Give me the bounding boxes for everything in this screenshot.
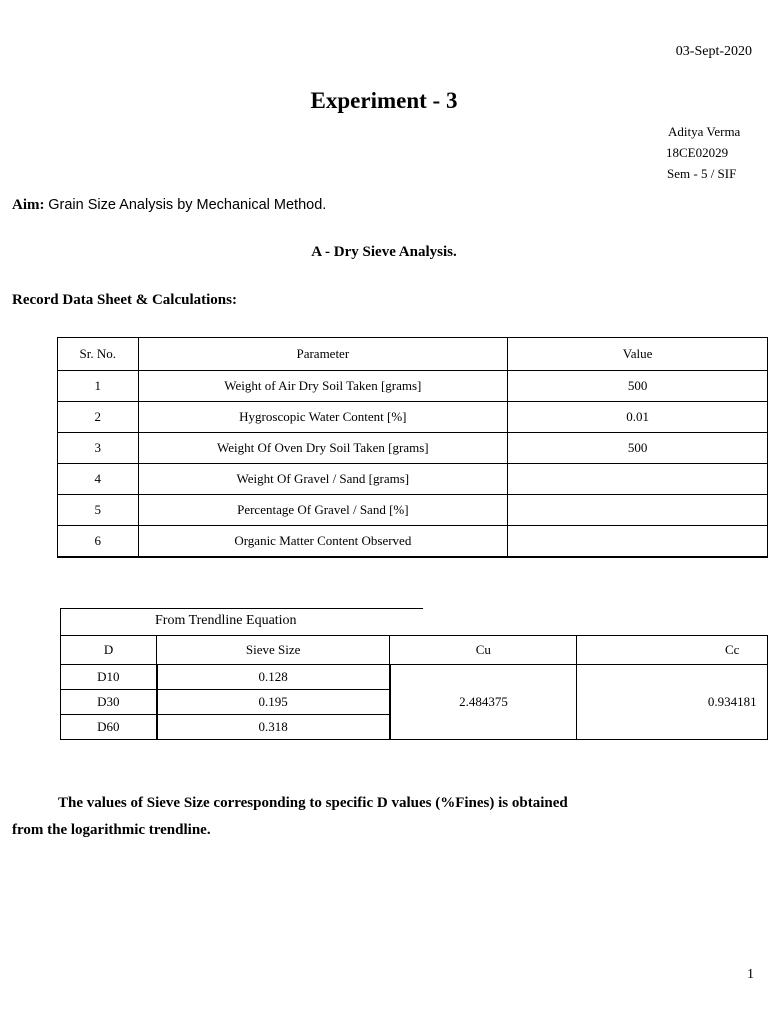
- cell-d: D30: [61, 690, 157, 715]
- cell-parameter: Percentage Of Gravel / Sand [%]: [138, 495, 508, 526]
- header-value: Value: [508, 338, 768, 371]
- header-cc: Cc: [577, 636, 768, 665]
- note-line-2: from the logarithmic trendline.: [12, 822, 211, 838]
- cell-parameter: Weight Of Oven Dry Soil Taken [grams]: [138, 433, 508, 464]
- trendline-table-container: [60, 608, 768, 748]
- cell-sr-no: 3: [58, 433, 139, 464]
- header-d: D: [61, 636, 157, 665]
- section-title: A - Dry Sieve Analysis.: [311, 244, 457, 260]
- semester: Sem - 5 / SIF: [667, 166, 737, 181]
- record-heading: Record Data Sheet & Calculations:: [12, 292, 237, 308]
- aim-label: Aim:: [12, 197, 45, 213]
- cell-sr-no: 1: [58, 371, 139, 402]
- trendline-caption-cell: [60, 608, 423, 636]
- table-row: [58, 526, 768, 558]
- aim-text: Grain Size Analysis by Mechanical Method.: [48, 197, 327, 213]
- cell-value: 0.01: [508, 402, 768, 433]
- cell-parameter: Organic Matter Content Observed: [138, 526, 508, 558]
- aim-line: [12, 197, 326, 214]
- cell-cc: 0.934181: [577, 665, 768, 740]
- cell-parameter: Hygroscopic Water Content [%]: [138, 402, 508, 433]
- cell-sr-no: 4: [58, 464, 139, 495]
- cell-d: D10: [61, 665, 157, 690]
- header-cu: Cu: [390, 636, 577, 665]
- author-name: Aditya Verma: [668, 124, 741, 139]
- header-sr-no: Sr. No.: [58, 338, 139, 371]
- table-row: [58, 371, 768, 402]
- cell-parameter: Weight Of Gravel / Sand [grams]: [138, 464, 508, 495]
- cell-sr-no: 5: [58, 495, 139, 526]
- cell-value: [508, 495, 768, 526]
- trendline-caption: From Trendline Equation: [155, 613, 297, 628]
- table-row: [58, 433, 768, 464]
- cell-d: D60: [61, 715, 157, 740]
- author-block: [668, 121, 740, 184]
- trendline-table: [60, 635, 768, 740]
- table-header-row: [58, 338, 768, 371]
- page-number: 1: [747, 967, 754, 982]
- cell-cu: 2.484375: [390, 665, 577, 740]
- cell-value: 500: [508, 433, 768, 464]
- cell-value: 500: [508, 371, 768, 402]
- cell-sr-no: 6: [58, 526, 139, 558]
- cell-parameter: Weight of Air Dry Soil Taken [grams]: [138, 371, 508, 402]
- record-data-table: [57, 337, 768, 558]
- header-sieve-size: Sieve Size: [157, 636, 390, 665]
- table-row: [58, 495, 768, 526]
- roll-number: 18CE02029: [666, 145, 729, 160]
- cell-value: [508, 464, 768, 495]
- table-row: [58, 464, 768, 495]
- table-header-row: [61, 636, 768, 665]
- cell-value: [508, 526, 768, 558]
- trendline-note: [12, 790, 672, 844]
- cell-sieve-size: 0.318: [157, 715, 390, 740]
- header-parameter: Parameter: [138, 338, 508, 371]
- table-row: [61, 665, 768, 690]
- page-title: Experiment - 3: [310, 88, 458, 113]
- cell-sieve-size: 0.195: [157, 690, 390, 715]
- cell-sr-no: 2: [58, 402, 139, 433]
- note-line-1: The values of Sieve Size corresponding to specific D values (%Fines) is obtained: [58, 795, 568, 811]
- document-date: 03-Sept-2020: [675, 44, 752, 59]
- table-row: [58, 402, 768, 433]
- cell-sieve-size: 0.128: [157, 665, 390, 690]
